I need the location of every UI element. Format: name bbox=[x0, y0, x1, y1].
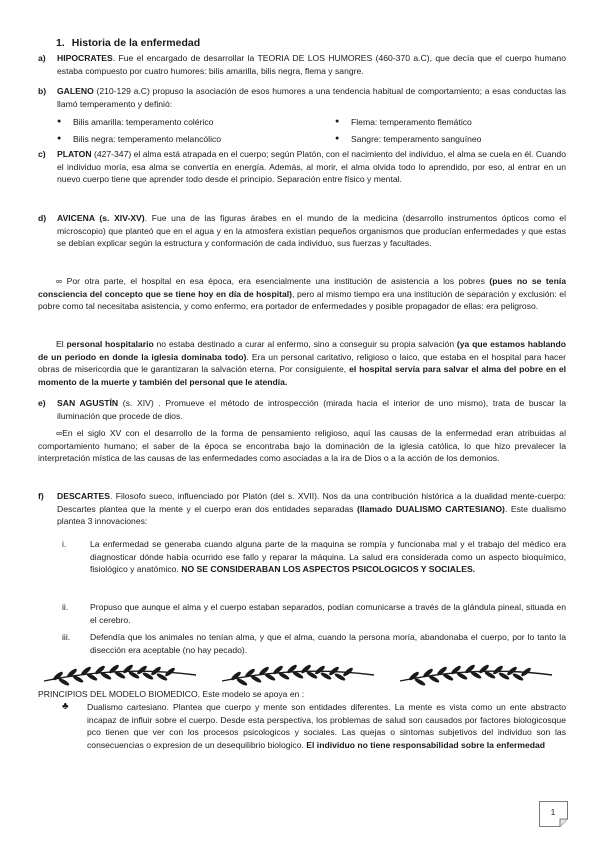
text-run: ∞ Por otra parte, el hospital en esa época, era esencialmente una institución de asistencia a los pobres bbox=[56, 276, 490, 286]
text-run: Defendía que los animales no tenían alma, y que el alma, cuando la persona moría, abandonaba el cuerpo, por lo tanto la disección era aceptable (no hay pecado). bbox=[90, 632, 566, 655]
text-run: La enfermedad se generaba cuando alguna parte de la maquina se rompía y funcionaba mal y el trabajo del médico era diagnosticar dónde había ocurrido ese fallo y reparar la máquina. La salud era considerada como un aspecto bioquímico, fisiológico y anatómico. bbox=[90, 539, 566, 575]
bold-run: el hospital servía para salvar el alma del pobre en el momento de la muerte y también del personal que le atendía. bbox=[38, 364, 566, 387]
item-galeno bbox=[38, 85, 566, 110]
text-run: ∞En el siglo XV con el desarrollo de la forma de pensamiento religioso, aquí las causas de la enfermedad eran atribuidas al comportamiento humano; el saber de la época se encontraba bajo la dominación de la iglesia católica, lo que hizo prevalecer la interpretación mística de las causas de las enfermedades como asociadas a la ira de Dios o a la acción de los demonios. bbox=[38, 428, 566, 464]
page-number: 1 bbox=[550, 808, 556, 817]
item-name: GALENO bbox=[57, 86, 94, 96]
bold-run: NO SE CONSIDERABAN LOS ASPECTOS PSICOLOGICOS Y SOCIALES. bbox=[181, 564, 476, 575]
item-body: (210-129 a.C) propuso la asociación de esos humores a una tendencia habitual de comportamiento; a esas conductas las llamó temperamento y definió: bbox=[57, 86, 566, 109]
item-label: e) bbox=[38, 398, 46, 408]
text-run: . Era un personal caritativo, religioso o laico, que estaba en el hospital para hacer obras de misericordia que le garantizaran la salvación eterna. Por consiguiente, bbox=[38, 351, 566, 375]
section-heading bbox=[56, 37, 200, 50]
item-body: . Este dualismo plantea 3 innovaciones: bbox=[57, 503, 566, 527]
item-name: PLATON bbox=[57, 149, 92, 159]
principles-heading: PRINCIPIOS DEL MODELO BIOMEDICO. Este modelo se apoya en : bbox=[38, 689, 305, 699]
temperament-list bbox=[57, 116, 557, 146]
item-text bbox=[57, 212, 566, 250]
item-text bbox=[57, 85, 566, 110]
item-text bbox=[57, 490, 566, 528]
bold-run: El individuo no tiene responsabilidad sobre la enfermedad bbox=[306, 739, 546, 750]
dualism-list-item bbox=[62, 701, 566, 751]
heading-title: Historia de la enfermedad bbox=[71, 37, 201, 49]
text-run: no estaba destinado a curar al enfermo, sino a conseguir su propia salvación bbox=[153, 339, 457, 349]
roman-numeral: i. bbox=[62, 539, 67, 549]
innovation-i bbox=[62, 538, 566, 576]
bold-run: personal hospitalario bbox=[66, 339, 154, 349]
laurel-branch-icon bbox=[400, 663, 552, 686]
laurel-divider bbox=[36, 661, 566, 687]
item-name: AVICENA bbox=[57, 213, 95, 223]
item-name: HIPOCRATES bbox=[57, 53, 113, 63]
laurel-branch-icon bbox=[44, 663, 196, 686]
temperament-column-left bbox=[57, 116, 221, 145]
laurel-branch-icon bbox=[222, 663, 374, 686]
item-dates: (s. XIV-XV) bbox=[94, 213, 145, 223]
item-platon bbox=[38, 148, 566, 186]
paragraph-siglo-xv bbox=[38, 427, 566, 465]
text-run: Dualismo cartesiano. Plantea que cuerpo y mente son entidades diferentes. La mente es vista como un ente abstracto incapaz de influir sobre el cuerpo. Desde esta perspectiva, los problemas de salud son causados por factores biologicosque pco tienen que ver con los procesos psicologicos y sociales. Las quejas o sintomas subjetivos del individuo son las consecuencias o expresion de un desequilibrio biologico. bbox=[87, 702, 566, 750]
page-number-box bbox=[539, 801, 569, 827]
club-bullet-icon: ♣ bbox=[62, 701, 69, 712]
text-run: El bbox=[56, 339, 67, 349]
temperament-column-right bbox=[335, 116, 481, 145]
item-descartes bbox=[38, 490, 566, 528]
item-text bbox=[57, 148, 566, 186]
item-label: a) bbox=[38, 53, 46, 63]
item-body: . Filosofo sueco, influenciado por Platón (del s. XVII). Nos da una contribución histórica a la dualidad mente-cuerpo: Descartes plantea que la mente y el cuerpo eran dos entidades separadas bbox=[57, 491, 566, 514]
item-body: (427-347) el alma está atrapada en el cuerpo; según Platón, con el nacimiento del individuo, el alma se cuela en él. Cuando el individuo moría, esa alma se convertía en energía. Además, al morir, el alma olvida todo lo aprendido, por eso, al entrar en un nuevo cuerpo tiene que aprender todo desde el principio. Separación entre físico y mental. bbox=[57, 149, 566, 185]
list-item: ● Bilis negra: temperamento melancólico bbox=[57, 133, 221, 146]
item-avicena bbox=[38, 212, 566, 250]
item-label: d) bbox=[38, 213, 47, 223]
item-text bbox=[57, 397, 566, 422]
item-text bbox=[57, 52, 566, 77]
item-san-agustin bbox=[38, 397, 566, 422]
bold-run: (llamado DUALISMO CARTESIANO) bbox=[357, 503, 505, 514]
item-name: DESCARTES bbox=[57, 491, 111, 501]
item-label: b) bbox=[38, 86, 47, 96]
item-body: (s. XIV) . Promueve el método de introspección (mirada hacia el interior de uno mismo), trata de buscar la iluminación que procede de dios. bbox=[57, 398, 566, 421]
item-label: c) bbox=[38, 149, 46, 159]
item-body: . Fue el encargado de desarrollar la TEORIA DE LOS HUMORES (460-370 a.C), que decía que el cuerpo humano estaba compuesto por cuatro humores: bilis amarilla, bilis negra, flema y sangre. bbox=[57, 53, 566, 76]
innovation-text bbox=[90, 631, 566, 656]
bold-run: (pues no se tenía consciencia del concepto que se tiene hoy en día de hospital) bbox=[38, 276, 566, 299]
paragraph-personal bbox=[38, 338, 566, 388]
item-name: SAN AGUSTÍN bbox=[57, 398, 119, 408]
innovation-iii bbox=[62, 631, 566, 656]
list-item: ● Sangre: temperamento sanguíneo bbox=[335, 133, 481, 146]
item-body: . Fue una de las figuras árabes en el mundo de la medicina (desarrollo instrumentos ópticos como el microscopio) que planteó que en el agua y en la atmosfera existían pequeños organismos que producían enfermedades y que estas se debían explicar según la estructura y conformación de cada individuo, sus fuerzas y facultades. bbox=[57, 213, 566, 249]
innovation-text bbox=[90, 538, 566, 576]
list-item: ● Bilis amarilla: temperamento colérico bbox=[57, 116, 221, 129]
text-run: Propuso que aunque el alma y el cuerpo estaban separados, podían comunicarse a través de la glándula pineal, situada en el cerebro. bbox=[90, 602, 566, 625]
innovation-text bbox=[90, 601, 566, 626]
bold-run: (ya que estamos hablando de un periodo en donde la iglesia dominaba todo) bbox=[38, 339, 566, 362]
roman-numeral: iii. bbox=[62, 632, 71, 642]
item-label: f) bbox=[38, 491, 44, 501]
list-item: ● Flema: temperamento flemático bbox=[335, 116, 481, 129]
innovation-ii bbox=[62, 601, 566, 626]
roman-numeral: ii. bbox=[62, 602, 69, 612]
paragraph-hospital bbox=[38, 275, 566, 313]
item-hipocrates bbox=[38, 52, 566, 77]
heading-number: 1. bbox=[56, 37, 65, 49]
text-run: , pero al mismo tiempo era una institución de separación y exclusión: el pobre como tal necesitaba asistencia, y como enfermo, era portador de enfermedades y posible propagador de ellas: era peligroso. bbox=[38, 288, 566, 312]
dualism-text bbox=[87, 701, 566, 751]
